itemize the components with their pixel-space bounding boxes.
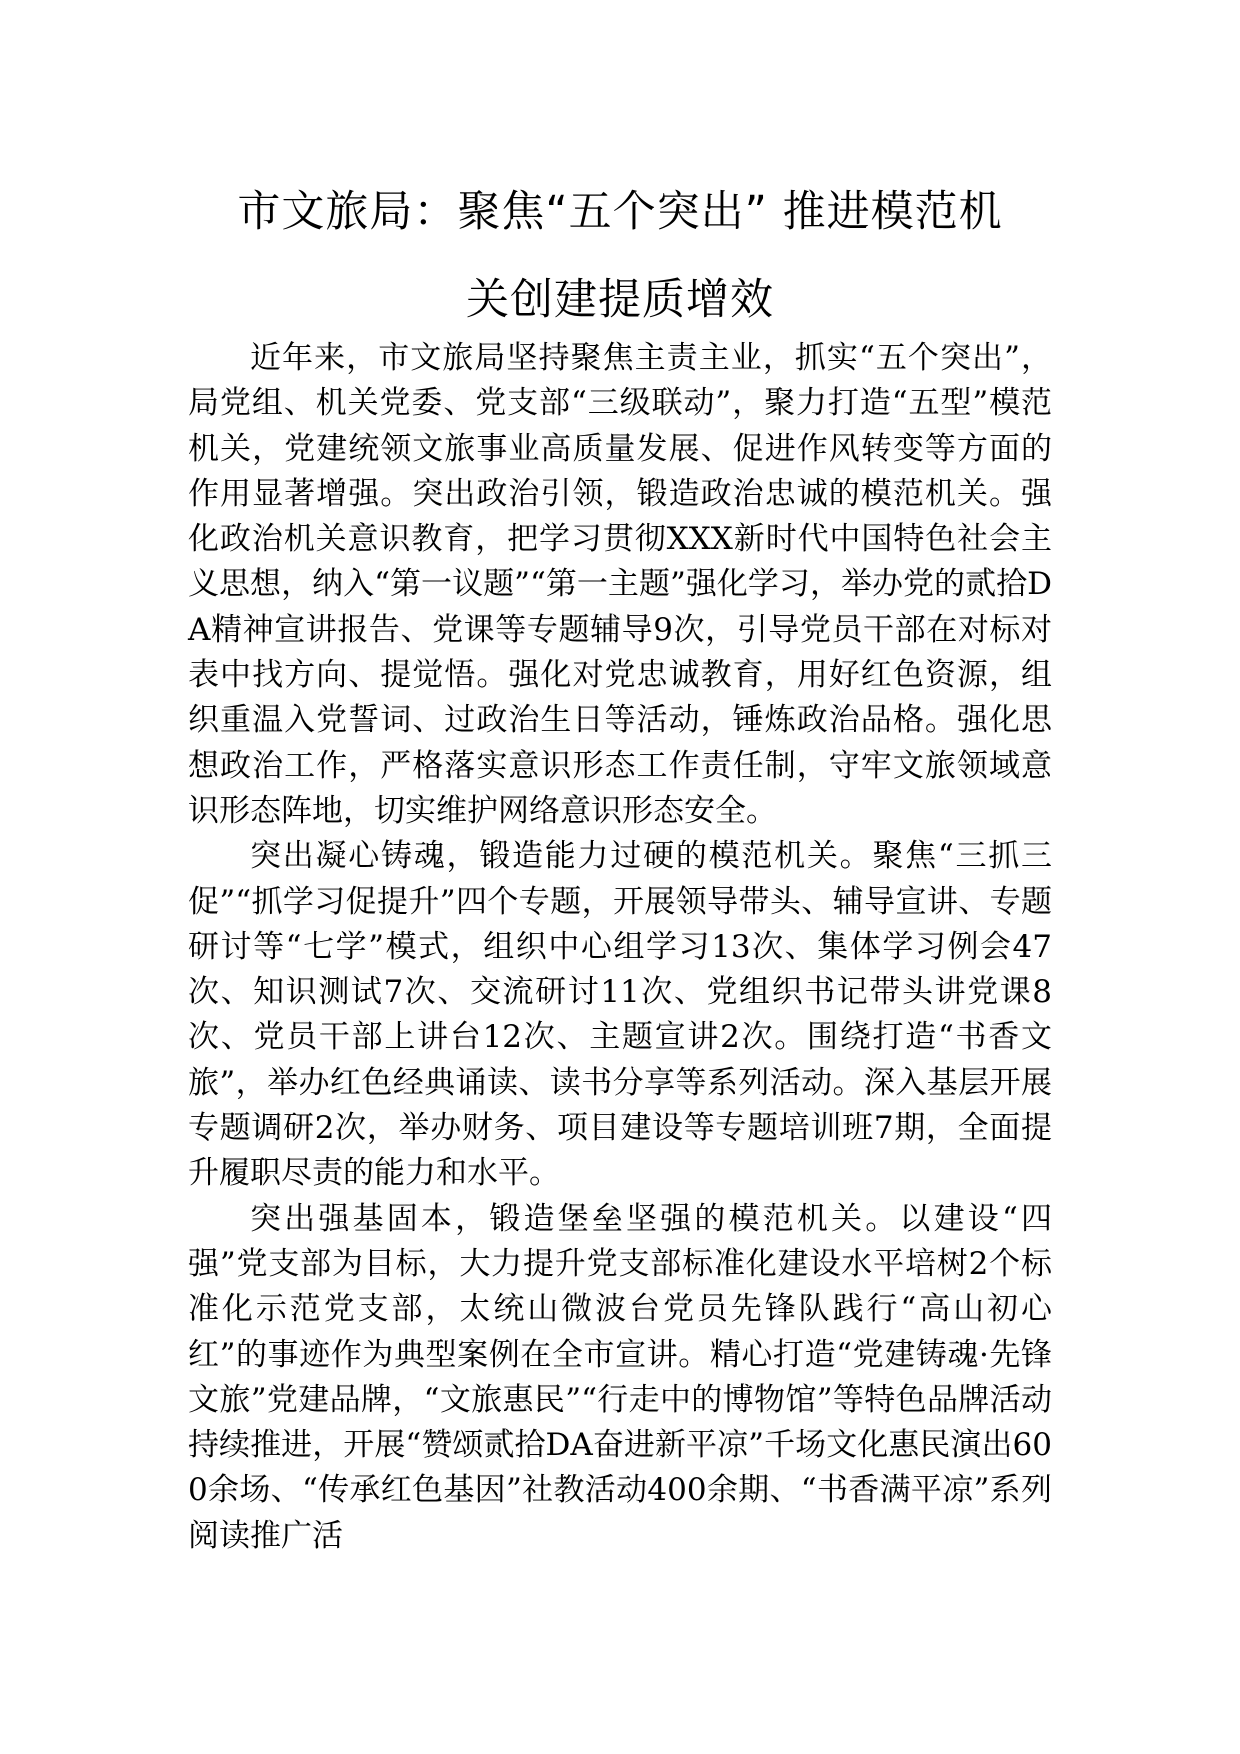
title-line-1: 市文旅局：聚焦“五个突出” 推进模范机	[237, 187, 1003, 237]
title-line-2: 关创建提质增效	[466, 275, 774, 325]
paragraph-foundation: 突出强基固本，锻造堡垒坚强的模范机关。以建设“四强”党支部为目标，大力提升党支部标准化建设水平培树2个标准化示范党支部，太统山微波台党员先锋队践行“高山初心红”的事迹作为典型案例在全市宣讲。精心打造“党建铸魂·先锋文旅”党建品牌，“文旅惠民”“行走中的博物馆”等特色品牌活动持续推进，开展“赞颂贰拾DA奋进新平凉”千场文化惠民演出600余场、“传承红色基因”社教活动400余期、“书香满平凉”系列阅读推广活	[188, 1200, 1052, 1554]
document-title	[188, 168, 1052, 344]
paragraph-cohesion: 突出凝心铸魂，锻造能力过硬的模范机关。聚焦“三抓三促”“抓学习促提升”四个专题，开展领导带头、辅导宣讲、专题研讨等“七学”模式，组织中心组学习13次、集体学习例会47次、知识测试7次、交流研讨11次、党组织书记带头讲党课8次、党员干部上讲台12次、主题宣讲2次。围绕打造“书香文旅”，举办红色经典诵读、读书分享等系列活动。深入基层开展专题调研2次，举办财务、项目建设等专题培训班7期，全面提升履职尽责的能力和水平。	[188, 838, 1052, 1192]
document-body	[188, 336, 1052, 1559]
paragraph-political-guidance: 近年来，市文旅局坚持聚焦主责主业，抓实“五个突出”，局党组、机关党委、党支部“三级联动”，聚力打造“五型”模范机关，党建统领文旅事业高质量发展、促进作风转变等方面的作用显著增强。突出政治引领，锻造政治忠诚的模范机关。强化政治机关意识教育，把学习贯彻XXX新时代中国特色社会主义思想，纳入“第一议题”“第一主题”强化学习，举办党的贰拾DA精神宣讲报告、党课等专题辅导9次，引导党员干部在对标对表中找方向、提觉悟。强化对党忠诚教育，用好红色资源，组织重温入党誓词、过政治生日等活动，锤炼政治品格。强化思想政治工作，严格落实意识形态工作责任制，守牢文旅领域意识形态阵地，切实维护网络意识形态安全。	[188, 340, 1052, 829]
